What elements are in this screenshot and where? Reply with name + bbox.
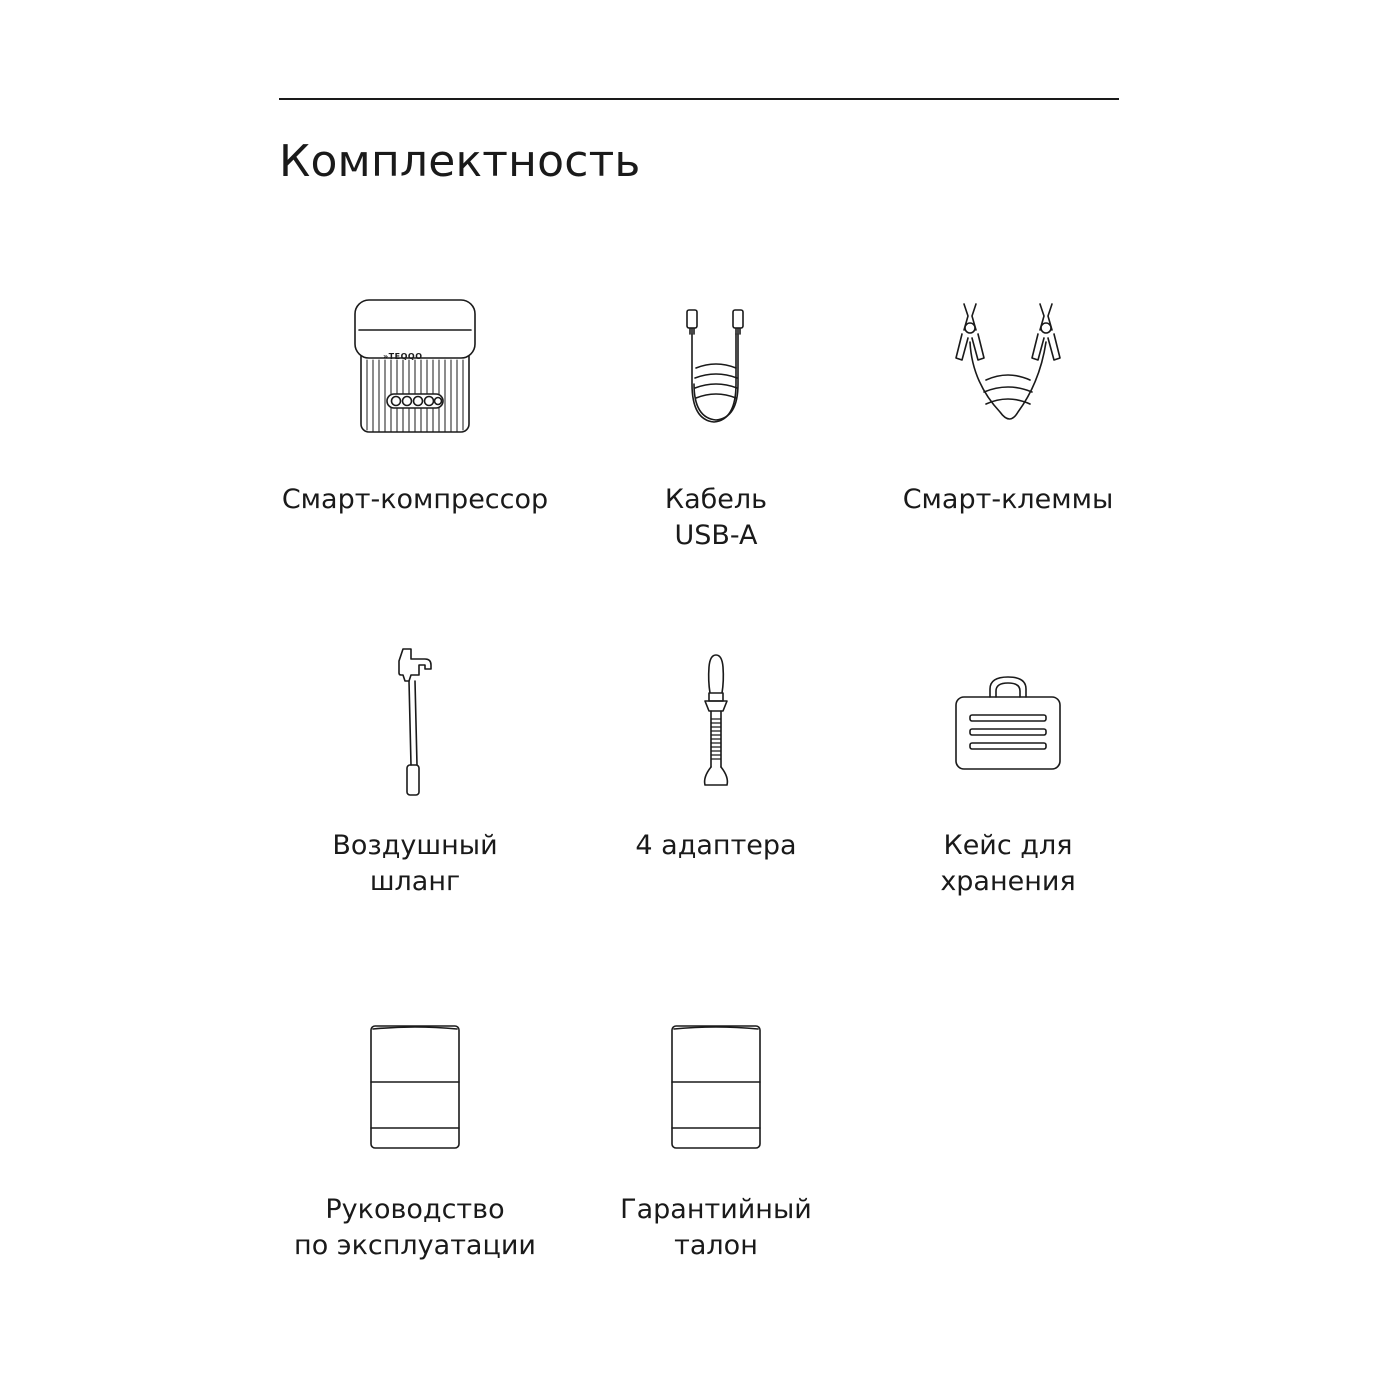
item-label: Смарт-компрессор — [281, 484, 549, 515]
kit-item-usb-cable — [566, 290, 866, 570]
top-divider — [279, 98, 1119, 100]
kit-item-warranty — [566, 1020, 866, 1280]
valve-adapter-icon — [566, 653, 866, 793]
item-label: Кейс для хранения — [940, 830, 1076, 897]
kit-item-adapters — [566, 645, 866, 915]
item-label: Гарантийный талон — [620, 1194, 812, 1261]
item-label: 4 адаптера — [635, 830, 797, 861]
page-title: Комплектность — [279, 136, 641, 187]
kit-item-compressor — [265, 290, 565, 570]
item-label: Кабель USB-A — [664, 484, 768, 551]
brand-logo: »TEQQO — [383, 352, 423, 361]
item-label: Руководство по эксплуатации — [294, 1194, 536, 1261]
item-label: Смарт-клеммы — [902, 484, 1114, 515]
air-hose-icon — [265, 645, 565, 805]
warranty-card-icon — [566, 1020, 866, 1156]
manual-booklet-icon — [265, 1020, 565, 1156]
storage-case-icon — [858, 675, 1158, 775]
battery-clamps-icon — [858, 300, 1158, 435]
kit-item-air-hose — [265, 645, 565, 915]
kit-item-manual — [265, 1020, 565, 1280]
usb-cable-icon — [566, 308, 866, 428]
kit-item-case — [858, 645, 1158, 915]
kit-item-clamps — [858, 290, 1158, 570]
item-label: Воздушный шланг — [332, 830, 498, 897]
compressor-icon — [265, 290, 565, 440]
